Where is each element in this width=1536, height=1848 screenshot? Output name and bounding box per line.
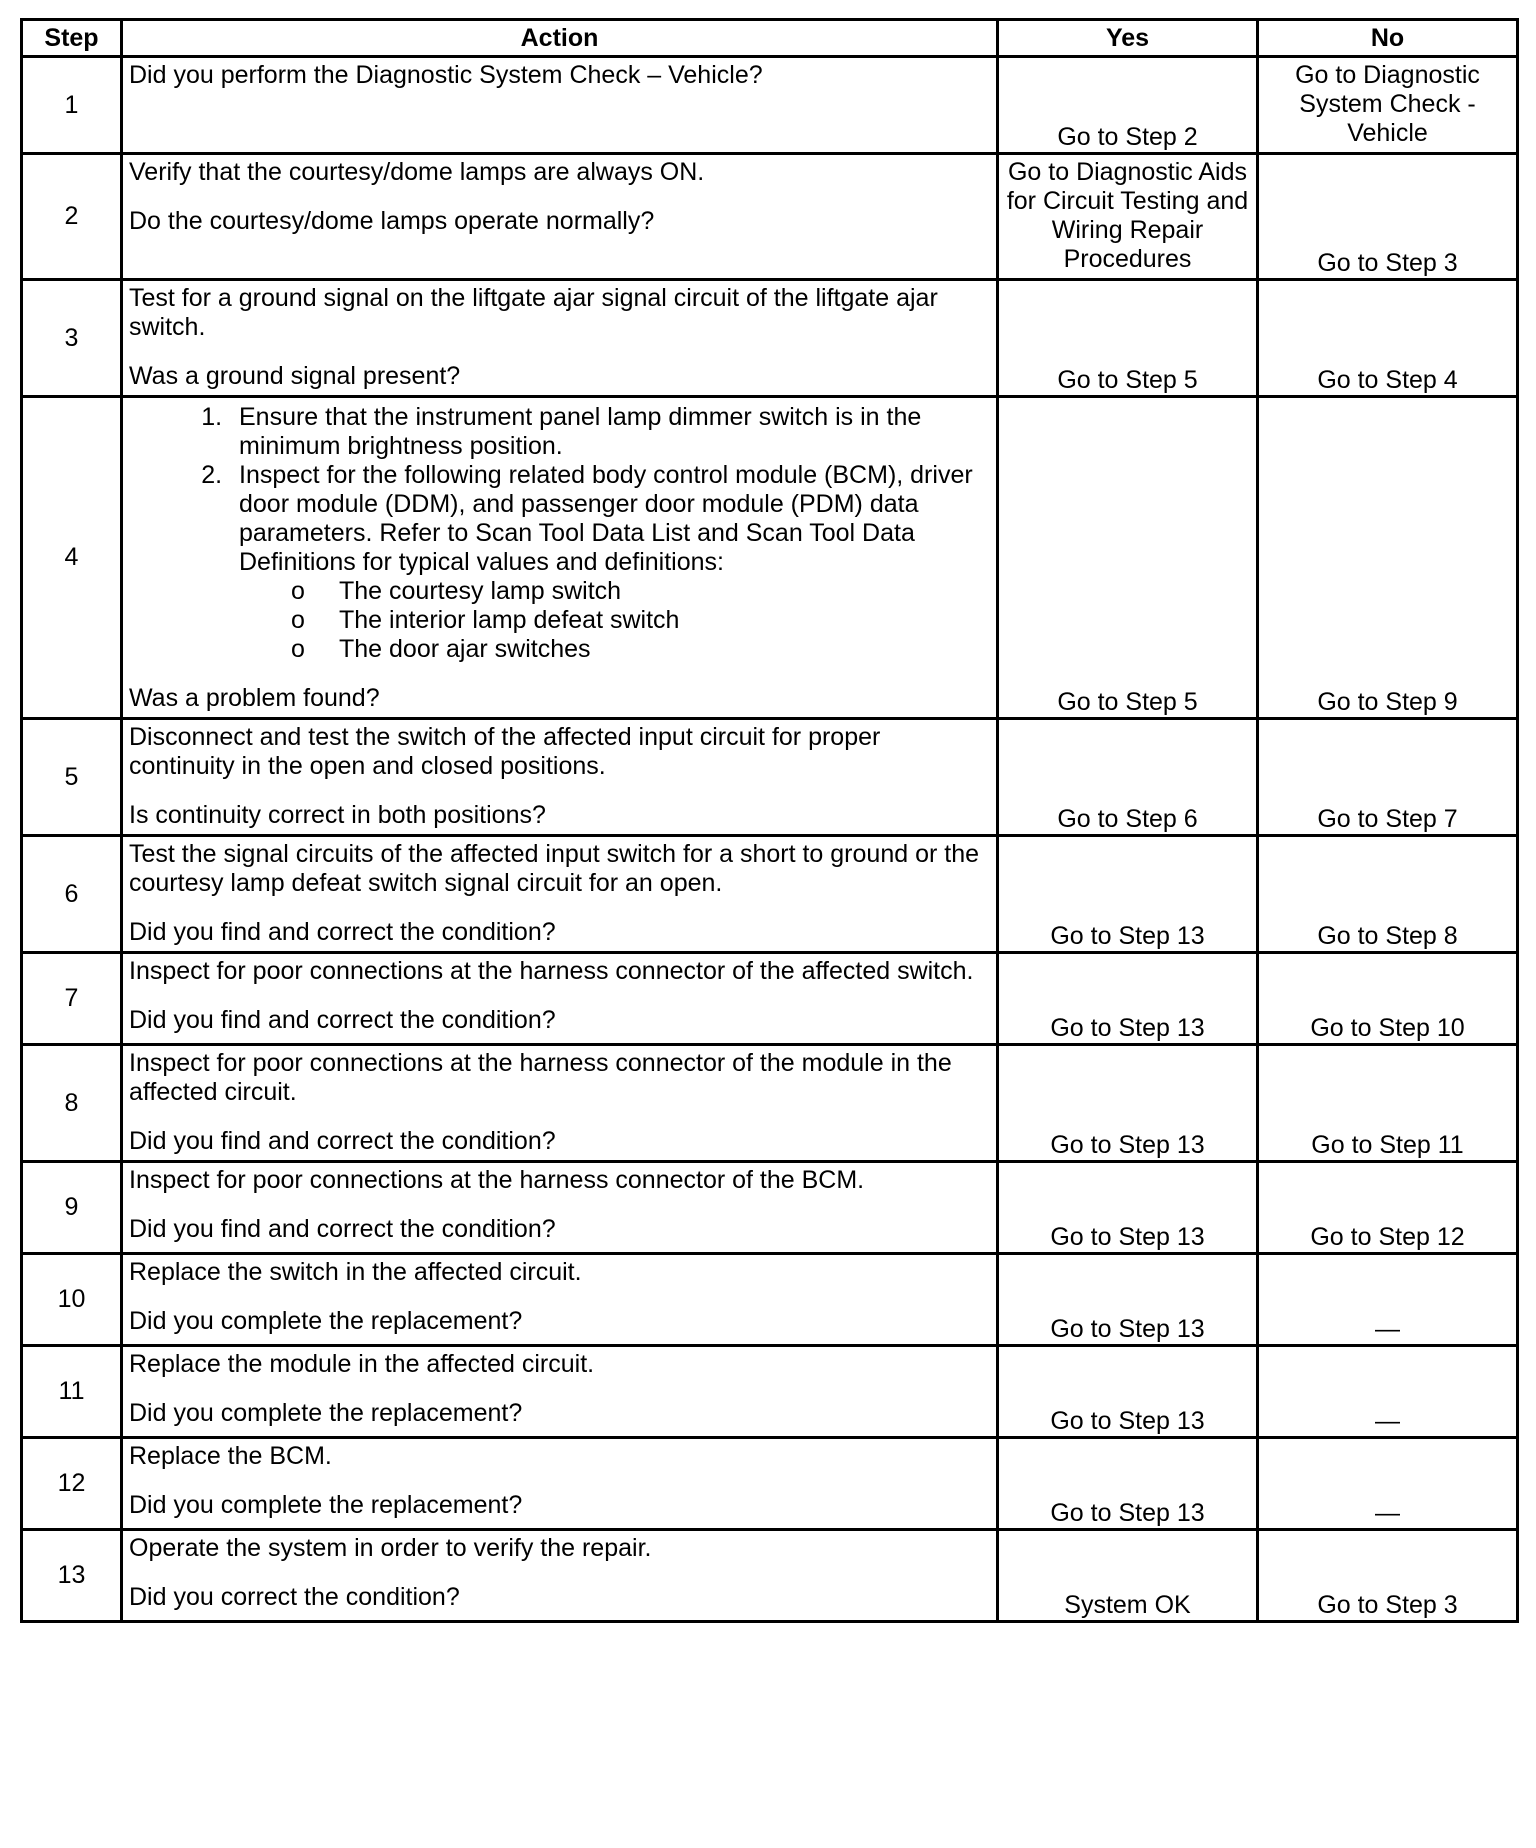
no-result: Go to Diagnostic System Check - Vehicle [1258,57,1518,154]
action-text: Test for a ground signal on the liftgate ajar signal circuit of the liftgate ajar switch. [129,284,938,341]
no-result: Go to Step 3 [1258,1530,1518,1622]
header-yes: Yes [998,20,1258,57]
table-row [22,953,1518,1045]
yes-result: Go to Step 2 [998,57,1258,154]
step-number: 12 [22,1438,122,1530]
action-text: Inspect for poor connections at the harness connector of the module in the affected circuit. [129,1049,952,1106]
yes-result: System OK [998,1530,1258,1622]
step-number: 9 [22,1162,122,1254]
procedure-block [129,401,990,664]
action-cell [122,1162,998,1254]
step-number: 6 [22,836,122,953]
table-row [22,1254,1518,1346]
no-result: Go to Step 7 [1258,719,1518,836]
table-row [22,397,1518,719]
no-result: Go to Step 4 [1258,280,1518,397]
table-row [22,836,1518,953]
question-text: Did you correct the condition? [129,1583,460,1611]
yes-result: Go to Diagnostic Aids for Circuit Testing and Wiring Repair Procedures [998,154,1258,280]
action-text: Replace the BCM. [129,1442,332,1470]
step-number: 8 [22,1045,122,1162]
action-text: Operate the system in order to verify the repair. [129,1534,652,1562]
table-row [22,1530,1518,1622]
header-action: Action [122,20,998,57]
step-number: 5 [22,719,122,836]
step-number: 13 [22,1530,122,1622]
yes-result: Go to Step 13 [998,836,1258,953]
step-number: 11 [22,1346,122,1438]
no-result: Go to Step 12 [1258,1162,1518,1254]
table-row [22,1162,1518,1254]
action-cell [122,1530,998,1622]
step-number: 3 [22,280,122,397]
action-text: Inspect for poor connections at the harness connector of the BCM. [129,1166,865,1194]
step-number: 10 [22,1254,122,1346]
yes-result: Go to Step 13 [998,1346,1258,1438]
diagnostic-table [20,18,1519,1623]
no-result: Go to Step 9 [1258,397,1518,719]
no-result: — [1258,1254,1518,1346]
action-cell [122,719,998,836]
table-row [22,1045,1518,1162]
action-text: Verify that the courtesy/dome lamps are always ON. [129,158,705,186]
action-text: Replace the switch in the affected circuit. [129,1258,582,1286]
action-cell [122,1346,998,1438]
bullet-icon: o [291,577,305,605]
action-cell [122,154,998,280]
question-text: Was a ground signal present? [129,362,461,390]
question-text: Did you find and correct the condition? [129,1006,556,1034]
yes-result: Go to Step 13 [998,1162,1258,1254]
sub-list-item: o The interior lamp defeat switch [291,606,680,634]
step-number: 7 [22,953,122,1045]
action-cell [122,836,998,953]
list-item [229,461,990,664]
procedure-list [129,403,990,664]
list-item: 1. Ensure that the instrument panel lamp dimmer switch is in the minimum brightness position. [229,403,990,461]
action-text: Replace the module in the affected circuit. [129,1350,595,1378]
action-cell [122,1045,998,1162]
action-text: Did you perform the Diagnostic System Check – Vehicle? [129,61,763,89]
question-text: Did you find and correct the condition? [129,1215,556,1243]
header-step: Step [22,20,122,57]
sub-list-item: o The courtesy lamp switch [291,577,622,605]
action-text: Inspect for poor connections at the harness connector of the affected switch. [129,957,974,985]
parameter-list [239,577,990,664]
question-text: Do the courtesy/dome lamps operate normally? [129,207,655,235]
step-number: 1 [22,57,122,154]
no-result: — [1258,1438,1518,1530]
action-cell [122,57,998,154]
no-result: Go to Step 10 [1258,953,1518,1045]
yes-result: Go to Step 13 [998,1254,1258,1346]
action-cell [122,1254,998,1346]
question-text: Did you complete the replacement? [129,1491,523,1519]
no-result: Go to Step 3 [1258,154,1518,280]
no-result: Go to Step 8 [1258,836,1518,953]
header-row [22,20,1518,57]
table-row [22,280,1518,397]
no-result: Go to Step 11 [1258,1045,1518,1162]
bullet-icon: o [291,606,305,634]
step-number: 2 [22,154,122,280]
header-no: No [1258,20,1518,57]
table-row [22,154,1518,280]
action-text: Disconnect and test the switch of the affected input circuit for proper continuity in the open and closed positions. [129,723,881,780]
yes-result: Go to Step 13 [998,1438,1258,1530]
action-cell [122,280,998,397]
yes-result: Go to Step 13 [998,953,1258,1045]
table-row [22,57,1518,154]
action-cell [122,397,998,719]
question-text: Did you complete the replacement? [129,1399,523,1427]
table-row [22,1346,1518,1438]
question-text: Was a problem found? [129,684,380,712]
question-text: Did you find and correct the condition? [129,1127,556,1155]
yes-result: Go to Step 5 [998,280,1258,397]
yes-result: Go to Step 6 [998,719,1258,836]
no-result: — [1258,1346,1518,1438]
table-row [22,1438,1518,1530]
table-row [22,719,1518,836]
question-text: Is continuity correct in both positions? [129,801,546,829]
bullet-icon: o [291,635,305,663]
list-item-text: Inspect for the following related body control module (BCM), driver door module (DDM), and passenger door module (PDM) data parameters. Refer to Scan Tool Data List and Scan Tool Data Definitions for typical values and definitions: [239,461,973,576]
action-cell [122,953,998,1045]
yes-result: Go to Step 13 [998,1045,1258,1162]
action-text: Test the signal circuits of the affected input switch for a short to ground or the courtesy lamp defeat switch signal circuit for an open. [129,840,979,897]
question-text: Did you complete the replacement? [129,1307,523,1335]
action-cell [122,1438,998,1530]
yes-result: Go to Step 5 [998,397,1258,719]
sub-list-item: o The door ajar switches [291,635,591,663]
question-text: Did you find and correct the condition? [129,918,556,946]
step-number: 4 [22,397,122,719]
